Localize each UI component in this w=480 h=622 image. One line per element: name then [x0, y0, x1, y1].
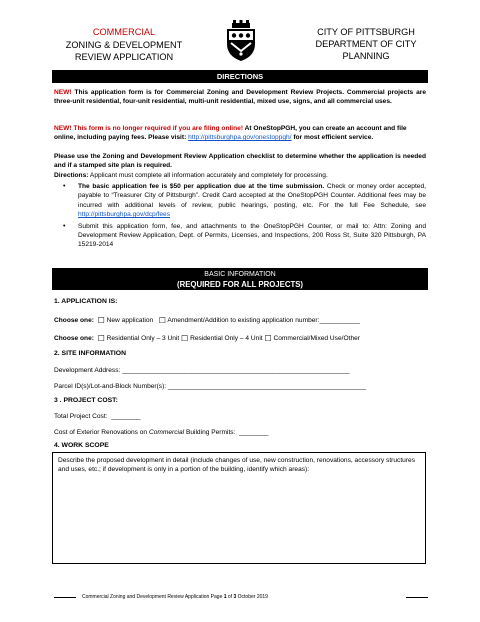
basic-information-subtitle: (REQUIRED FOR ALL PROJECTS)	[176, 279, 304, 289]
total-cost-blank[interactable]: ________	[111, 413, 141, 420]
p1-text: This application form is for Commercial Zoning and Development Review Projects. Commercial projects are three-unit residential, four-unit residential, multi-unit residential, mixed use, signs, and all commercial uses.	[54, 89, 426, 106]
department-line2: DEPARTMENT OF CITY	[315, 39, 417, 49]
checkbox-icon[interactable]: ☐	[181, 334, 189, 343]
department-line3: PLANNING	[342, 51, 390, 61]
city-name: CITY OF PITTSBURGH	[317, 27, 415, 37]
section-1-heading: 1. APPLICATION IS:	[54, 298, 118, 305]
footer-rule-left	[54, 597, 76, 598]
directions-paragraph-2	[54, 124, 426, 143]
header-left	[54, 26, 194, 64]
p2-new-notice: NEW! This form is no longer required if you are filing online!	[54, 125, 244, 132]
exterior-label-em: Commercial	[148, 429, 185, 436]
footer-text	[82, 594, 268, 600]
basic-information-title: BASIC INFORMATION	[204, 271, 276, 278]
checkbox-icon[interactable]: ☐	[158, 316, 166, 325]
project-type-row	[54, 334, 428, 343]
footer-page-total: 3	[233, 594, 237, 600]
p4-text: Applicant must complete all information accurately and completely for processing.	[88, 172, 328, 179]
application-type-row	[54, 316, 428, 325]
total-cost-field[interactable]	[54, 413, 428, 420]
exterior-cost-blank[interactable]: ________	[239, 429, 269, 436]
commercial-option: Commercial/Mixed Use/Other	[273, 335, 360, 342]
section-3-heading: 3 . PROJECT COST:	[54, 397, 118, 404]
form-title-line3: REVIEW APPLICATION	[74, 52, 174, 62]
section-4-heading: 4. WORK SCOPE	[54, 442, 109, 449]
directions-label: Directions:	[54, 172, 89, 179]
directions-paragraph-1	[54, 88, 426, 107]
address-label: Development Address:	[54, 367, 121, 374]
residential-4-option: Residential Only – 4 Unit	[190, 335, 263, 342]
parcel-id-field[interactable]	[54, 383, 428, 390]
parcel-blank[interactable]: ______________________________________________________	[167, 383, 366, 390]
choose-one-label: Choose one:	[54, 317, 94, 324]
footer-label: Commercial Zoning and Development Review Application Page	[82, 594, 224, 600]
directions-paragraph-4	[54, 171, 426, 180]
fee-text: Check or money order accepted, payable to “Treasurer City of Pittsburgh”. Credit Card accepted at the OneStopPGH Counter. Additional fees may be incurred with additional levels of review, public hearings, posting, etc. For the full Fee Schedule, see	[78, 183, 426, 209]
fee-bold: The basic application fee is $50 per application due at the time submission.	[78, 183, 325, 190]
bullet-icon: •	[63, 183, 66, 190]
section-2-heading: 2. SITE INFORMATION	[54, 350, 126, 357]
p2-tail: for most efficient service.	[291, 134, 374, 142]
fees-link[interactable]: http://pittsburghpa.gov/dcp/fees	[78, 211, 171, 219]
header-right	[300, 26, 432, 62]
basic-information-bar	[52, 268, 428, 290]
checkbox-icon[interactable]: ☐	[264, 334, 272, 343]
checkbox-icon[interactable]: ☐	[97, 334, 105, 343]
submit-text: Submit this application form, fee, and attachments to the OneStopPGH Counter, or mail to: Attn: Zoning and Development Review Application, Dept. of Permits, Licenses, and Inspections, 200 Ross St, Suite 320 Pittsburgh, PA 15219-2014	[78, 222, 426, 249]
city-seal-icon	[224, 20, 258, 62]
work-scope-prompt: Describe the proposed development in detail (include changes of use, new construction, renovations, accessory structures and uses, etc.; if development is only in a portion of the building, identify which areas):	[58, 457, 415, 474]
exterior-label-b: Building Permits:	[184, 429, 236, 436]
form-title-line2: ZONING & DEVELOPMENT	[65, 39, 183, 50]
bullet-fee	[63, 182, 426, 220]
form-type: COMMERCIAL	[92, 27, 156, 37]
footer-of: of	[226, 594, 234, 600]
p2-text: At OneStopPGH, you can create an account and file online, including paying fees. Please visit:	[54, 125, 407, 142]
work-scope-textarea[interactable]	[52, 452, 426, 564]
directions-bullets	[63, 182, 426, 252]
address-blank[interactable]: ______________________________________________________________	[122, 367, 350, 374]
checkbox-icon[interactable]: ☐	[97, 316, 105, 325]
choose-one-label: Choose one:	[54, 335, 94, 342]
footer-date: October 2019	[236, 594, 268, 600]
directions-paragraph-3: Please use the Zoning and Development Review Application checklist to determine whether the application is needed and if a stamped site plan is required.	[54, 153, 426, 170]
development-address-field[interactable]	[54, 367, 428, 374]
new-tag: NEW!	[54, 89, 72, 96]
new-application-option: New application	[106, 317, 154, 324]
parcel-label: Parcel ID(s)/Lot-and-Block Number(s):	[54, 383, 167, 390]
onestop-link[interactable]: http://pittsburghpa.gov/onestoppgh/	[188, 134, 292, 142]
footer-rule-right	[406, 597, 428, 598]
amendment-option: Amendment/Addition to existing application number:___________	[167, 317, 360, 324]
exterior-label-a: Cost of Exterior Renovations on	[54, 429, 149, 436]
exterior-cost-field[interactable]	[54, 429, 428, 436]
bullet-icon: •	[63, 222, 66, 230]
directions-bar: DIRECTIONS	[52, 70, 428, 83]
total-cost-label: Total Project Cost:	[54, 413, 108, 420]
bullet-submit	[63, 222, 426, 250]
residential-3-option: Residential Only – 3 Unit	[106, 335, 180, 342]
footer-page-number: 1	[223, 594, 227, 600]
